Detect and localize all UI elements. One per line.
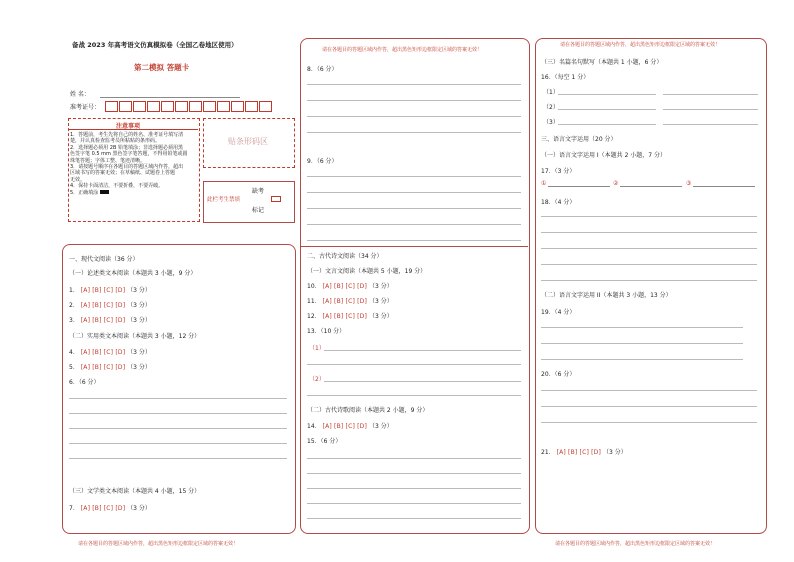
question-17-blank-1[interactable] bbox=[541, 180, 610, 187]
answer-line[interactable] bbox=[558, 109, 656, 110]
rule-line-text: 5．正确填涂 bbox=[70, 189, 99, 196]
barcode-label: 贴条形码区 bbox=[228, 137, 268, 146]
choice-options[interactable]: [A] [B] [C] [D] bbox=[80, 287, 126, 294]
question-21[interactable] bbox=[541, 447, 627, 456]
rule-line: 2．选择题必须用 2B 铅笔填涂；非选择题必须用黑 bbox=[70, 144, 183, 151]
answer-line[interactable] bbox=[307, 176, 521, 177]
answer-line[interactable] bbox=[307, 473, 521, 474]
section-recitation-title: （三）名篇名句默写（本题共 1 小题，6 分） bbox=[541, 59, 663, 66]
answer-line[interactable] bbox=[541, 232, 757, 233]
rule-line bbox=[70, 190, 187, 196]
answer-line[interactable] bbox=[69, 413, 287, 414]
choice-options[interactable]: [A] [B] [C] [D] bbox=[322, 283, 368, 290]
section2-title: 二、古代诗文阅读（34 分） bbox=[307, 253, 383, 260]
choice-options[interactable]: [A] [B] [C] [D] bbox=[322, 298, 368, 305]
answer-line[interactable] bbox=[541, 216, 757, 217]
question-2[interactable] bbox=[69, 300, 151, 309]
question-number: 3． bbox=[69, 317, 79, 324]
answer-line[interactable] bbox=[324, 381, 521, 382]
section1-sub2: （二）实用类文本阅读（本题共 3 小题，12 分） bbox=[69, 333, 201, 340]
answer-line[interactable] bbox=[307, 116, 521, 117]
choice-options[interactable]: [A] [B] [C] [D] bbox=[80, 364, 126, 371]
question-13-part-2: （2） bbox=[309, 376, 325, 383]
question-7[interactable] bbox=[69, 503, 151, 512]
question-number: 1． bbox=[69, 287, 79, 294]
question-13: 13．（10 分） bbox=[307, 328, 346, 335]
answer-line[interactable] bbox=[307, 84, 521, 85]
answer-line[interactable] bbox=[307, 208, 521, 209]
answer-line[interactable] bbox=[541, 327, 743, 328]
question-16-part-2: （2） bbox=[543, 104, 559, 111]
question-3[interactable] bbox=[69, 315, 151, 324]
answer-line[interactable] bbox=[69, 398, 287, 399]
section2-sub1: （一）文言文阅读（本题共 5 小题，19 分） bbox=[307, 268, 427, 275]
answer-line[interactable] bbox=[69, 428, 287, 429]
question-points: （3 分） bbox=[127, 287, 151, 294]
question-17-blank-3[interactable] bbox=[686, 180, 755, 187]
question-12[interactable] bbox=[307, 311, 393, 320]
choice-options[interactable]: [A] [B] [C] [D] bbox=[322, 313, 368, 320]
question-1[interactable] bbox=[69, 285, 151, 294]
question-13-part-1: （1） bbox=[309, 345, 325, 352]
question-number: 11． bbox=[307, 298, 321, 305]
question-5[interactable] bbox=[69, 362, 151, 371]
question-11[interactable] bbox=[307, 296, 393, 305]
question-20: 20．（6 分） bbox=[541, 371, 576, 378]
question-points: （3 分） bbox=[602, 449, 627, 456]
question-points: （3 分） bbox=[127, 349, 151, 356]
question-number: 12． bbox=[307, 313, 321, 320]
answer-line[interactable] bbox=[541, 422, 757, 423]
choice-options[interactable]: [A] [B] [C] [D] bbox=[80, 317, 126, 324]
card-subtitle: 第二模拟 答题卡 bbox=[134, 63, 190, 72]
question-14[interactable] bbox=[307, 421, 393, 430]
section1-sub3: （三）文学类文本阅读（本题共 4 小题，15 分） bbox=[69, 488, 201, 495]
answer-line[interactable] bbox=[324, 350, 521, 351]
warning-top-right: 请在各题目的答题区域内作答，超出黑色矩形边框限定区域的答案无效！ bbox=[560, 42, 721, 48]
section1-sub1: （一）论述类文本阅读（本题共 3 小题，9 分） bbox=[69, 270, 197, 277]
question-6: 6．（6 分） bbox=[69, 379, 100, 386]
name-label: 姓 名： bbox=[70, 91, 90, 98]
answer-line[interactable] bbox=[558, 94, 656, 95]
question-17: 17．（3 分） bbox=[541, 168, 576, 175]
answer-line[interactable] bbox=[558, 124, 656, 125]
question-4[interactable] bbox=[69, 347, 151, 356]
question-points: （3 分） bbox=[127, 364, 151, 371]
answer-line[interactable] bbox=[307, 458, 521, 459]
answer-line[interactable] bbox=[541, 359, 743, 360]
question-points: （3 分） bbox=[368, 423, 393, 430]
answer-line[interactable] bbox=[541, 280, 757, 281]
question-points: （3 分） bbox=[127, 302, 151, 309]
choice-options[interactable]: [A] [B] [C] [D] bbox=[80, 349, 126, 356]
question-16: 16．（每空 1 分） bbox=[541, 74, 590, 81]
answer-line[interactable] bbox=[307, 240, 521, 241]
section3-title: 三、语言文字运用（20 分） bbox=[541, 136, 617, 143]
answer-line[interactable] bbox=[307, 488, 521, 489]
choice-options[interactable]: [A] [B] [C] [D] bbox=[322, 423, 368, 430]
answer-line[interactable] bbox=[307, 395, 521, 396]
question-16-part-3: （3） bbox=[543, 119, 559, 126]
question-19: 19．（4 分） bbox=[541, 309, 576, 316]
absent-checkbox[interactable] bbox=[271, 196, 281, 202]
blank-marker: ③ bbox=[686, 180, 692, 187]
rule-line: 4．保持卡面清洁，不要折叠，不要弄破。 bbox=[70, 183, 164, 190]
question-points: （3 分） bbox=[368, 298, 393, 305]
answer-line[interactable] bbox=[307, 224, 521, 225]
section3-sub2: （二）语言文字运用 II（本题共 3 小题，13 分） bbox=[541, 292, 672, 299]
question-number: 2． bbox=[69, 302, 79, 309]
question-number: 4． bbox=[69, 349, 79, 356]
right-panel bbox=[535, 38, 767, 534]
question-number: 5． bbox=[69, 364, 79, 371]
question-10[interactable] bbox=[307, 281, 393, 290]
choice-options[interactable]: [A] [B] [C] [D] bbox=[556, 449, 602, 456]
rule-line: 色签字笔 0.5 mm 黑色签字笔答题，不得用铅笔或圆 bbox=[70, 151, 188, 158]
answer-line[interactable] bbox=[541, 264, 757, 265]
answer-line[interactable] bbox=[307, 100, 521, 101]
middle-divider bbox=[300, 246, 528, 247]
absent-note: 此栏考生禁填 bbox=[207, 197, 241, 203]
question-number: 10． bbox=[307, 283, 321, 290]
question-16-part-1: （1） bbox=[543, 89, 559, 96]
notes-rules bbox=[70, 132, 187, 196]
rule-line: 无效。 bbox=[70, 176, 86, 183]
answer-line[interactable] bbox=[541, 390, 757, 391]
answer-line[interactable] bbox=[307, 503, 521, 504]
question-number: 14． bbox=[307, 423, 321, 430]
fill-sample-icon bbox=[100, 190, 109, 194]
question-points: （3 分） bbox=[368, 313, 393, 320]
section1-title: 一、现代文阅读（36 分） bbox=[69, 256, 139, 263]
question-number: 7． bbox=[69, 505, 79, 512]
question-18: 18．（4 分） bbox=[541, 199, 576, 206]
answer-line[interactable] bbox=[541, 343, 743, 344]
answer-line[interactable] bbox=[541, 406, 757, 407]
rule-line: 楚，并认真检查监考员所粘贴的条形码。 bbox=[70, 138, 161, 145]
choice-options[interactable]: [A] [B] [C] [D] bbox=[80, 302, 126, 309]
answer-line[interactable] bbox=[307, 192, 521, 193]
question-number: 21． bbox=[541, 449, 555, 456]
answer-line[interactable] bbox=[541, 248, 757, 249]
warning-bottom-right: 请在各题目的答题区域内作答，超出黑色矩形边框限定区域的答案无效！ bbox=[555, 541, 716, 547]
answer-line[interactable] bbox=[307, 518, 521, 519]
answer-line[interactable] bbox=[69, 458, 287, 459]
question-9: 9．（6 分） bbox=[307, 158, 338, 165]
warning-bottom-left: 请在各题目的答题区域内作答，超出黑色矩形边框限定区域的答案无效！ bbox=[78, 541, 239, 547]
rule-line: 区域书写的答案无效；在草稿纸、试题卷上答题 bbox=[70, 170, 176, 177]
name-line[interactable] bbox=[100, 97, 240, 98]
rule-line: 珠笔答题；字体工整、笔迹清晰。 bbox=[70, 157, 146, 164]
answer-line[interactable] bbox=[69, 443, 287, 444]
exam-no-label: 准考证号： bbox=[70, 104, 101, 111]
warning-top-middle: 请在各题目的答题区域内作答，超出黑色矩形边框限定区域的答案无效！ bbox=[322, 47, 483, 53]
section3-sub1: （一）语言文字运用 I（本题共 2 小题，7 分） bbox=[541, 152, 667, 159]
absent-label-1: 缺考 bbox=[252, 188, 265, 195]
answer-line[interactable] bbox=[663, 124, 758, 125]
answer-line[interactable] bbox=[307, 132, 521, 133]
question-points: （3 分） bbox=[368, 283, 393, 290]
blank-marker: ① bbox=[541, 180, 547, 187]
question-points: （3 分） bbox=[127, 317, 151, 324]
notes-title: 注意事项 bbox=[116, 123, 141, 130]
answer-line[interactable] bbox=[307, 364, 521, 365]
exam-title: 备战 2023 年高考语文仿真模拟卷（全国乙卷地区使用） bbox=[72, 41, 238, 49]
blank-marker: ② bbox=[613, 180, 619, 187]
choice-options[interactable]: [A] [B] [C] [D] bbox=[80, 505, 126, 512]
question-points: （3 分） bbox=[127, 505, 151, 512]
answer-line[interactable] bbox=[663, 94, 758, 95]
question-15: 15．（6 分） bbox=[307, 438, 342, 445]
rule-line: 1．答题前，考生先将自己的姓名、准考证号填写清 bbox=[70, 132, 184, 138]
question-8: 8．（6 分） bbox=[307, 66, 338, 73]
notes-divider bbox=[68, 129, 198, 130]
question-17-blank-2[interactable] bbox=[613, 180, 682, 187]
rule-line: 3．请按题号顺序在各题目的答题区域内作答，超出 bbox=[70, 164, 184, 171]
absent-label-2: 标记 bbox=[252, 207, 265, 214]
answer-line[interactable] bbox=[663, 109, 758, 110]
exam-no-cells[interactable] bbox=[105, 101, 273, 112]
section2-sub2: （二）古代诗歌阅读（本题共 2 小题，9 分） bbox=[307, 407, 429, 414]
